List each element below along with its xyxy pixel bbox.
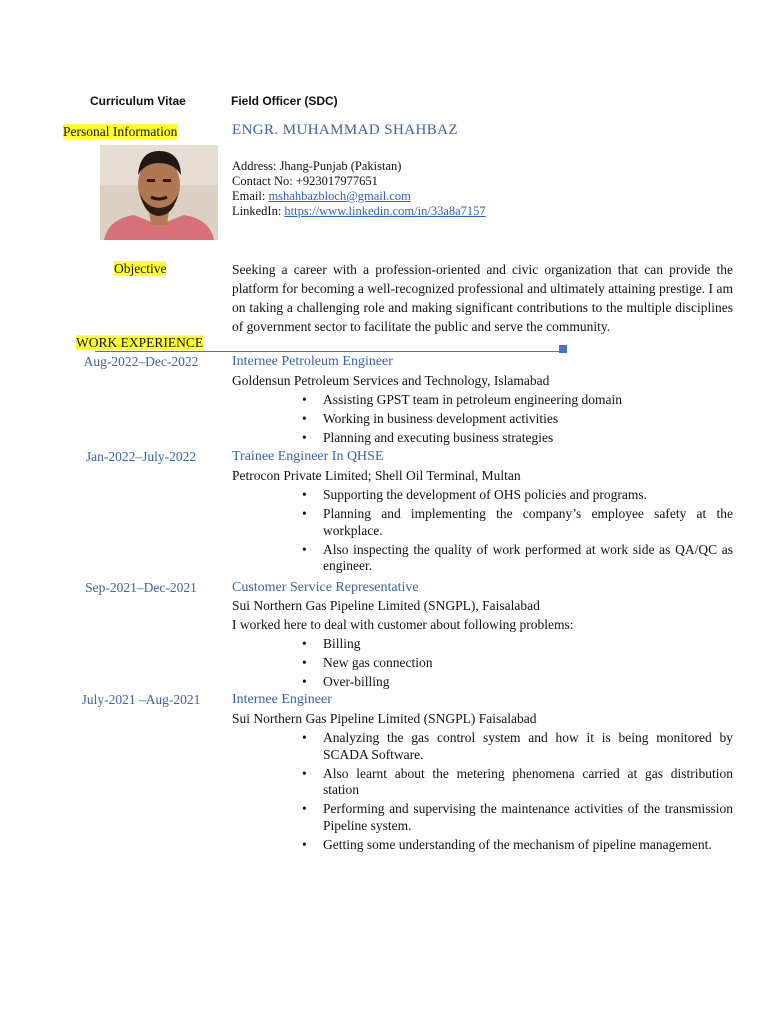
linkedin-line [232,204,486,220]
list-item: • New gas connection [300,655,733,672]
job-dates: Jan-2022–July-2022 [85,449,197,464]
list-item: • Also inspecting the quality of work performed at work side as QA/QC as engineer. [300,542,733,575]
cv-label: Curriculum Vitae [90,94,186,108]
list-item: • Getting some understanding of the mechanism of pipeline management. [300,837,733,854]
job-duties-list [300,730,733,856]
contact-line: Contact No: +923017977651 [232,174,378,188]
job-note: I worked here to deal with customer about following problems: [232,617,574,632]
list-item: • Supporting the development of OHS policies and programs. [300,487,733,504]
job-title: Internee Petroleum Engineer [232,354,393,369]
section-divider [95,351,563,352]
list-item: • Billing [300,636,733,653]
job-dates: Aug-2022–Dec-2022 [83,354,199,369]
position-title: Field Officer (SDC) [231,94,338,108]
list-item: • Performing and supervising the maintenance activities of the transmission Pipeline system. [300,801,733,834]
job-duties-list [300,636,733,693]
job-duties-list [300,392,733,449]
linkedin-prefix: LinkedIn: [232,204,285,218]
job-company: Petrocon Private Limited; Shell Oil Terminal, Multan [232,468,521,483]
email-link[interactable]: mshahbazbloch@gmail.com [268,189,411,203]
objective-label: Objective [114,261,167,276]
list-item: • Planning and executing business strategies [300,430,733,447]
divider-square-icon [559,345,567,353]
email-prefix: Email: [232,189,269,203]
job-company: Sui Northern Gas Pipeline Limited (SNGPL), Faisalabad [232,598,540,613]
list-item: • Analyzing the gas control system and how it is being monitored by SCADA Software. [300,730,733,763]
job-company: Sui Northern Gas Pipeline Limited (SNGPL) Faisalabad [232,711,537,726]
work-experience-heading: WORK EXPERIENCE [76,335,204,350]
list-item: • Over-billing [300,674,733,691]
address-line: Address: Jhang-Punjab (Pakistan) [232,159,402,173]
list-item: • Assisting GPST team in petroleum engineering domain [300,392,733,409]
candidate-name: ENGR. MUHAMMAD SHAHBAZ [232,122,458,138]
job-duties-list [300,487,733,577]
email-line [232,189,411,205]
list-item: • Working in business development activities [300,411,733,428]
job-title: Trainee Engineer In QHSE [232,449,384,464]
linkedin-link[interactable]: https://www.linkedin.com/in/33a8a7157 [284,204,486,218]
personal-information-label: Personal Information [63,124,178,139]
job-dates: July-2021 –Aug-2021 [81,692,201,707]
objective-text: Seeking a career with a profession-oriented and civic organization that can provide the platform for becoming a well-recognized professional and ultimately attaining prestige. I am on taking a challenging role and making significant contributions to the multiple disciplines of government sector to facilitate the public and serve the community. [232,262,733,334]
job-title: Internee Engineer [232,692,332,707]
person-portrait-icon [100,145,218,240]
list-item: • Also learnt about the metering phenomena carried at gas distribution station [300,766,733,799]
job-dates: Sep-2021–Dec-2021 [85,580,197,595]
job-title: Customer Service Representative [232,580,419,595]
list-item: • Planning and implementing the company’s employee safety at the workplace. [300,506,733,539]
job-company: Goldensun Petroleum Services and Technology, Islamabad [232,373,550,388]
profile-photo [100,145,218,240]
